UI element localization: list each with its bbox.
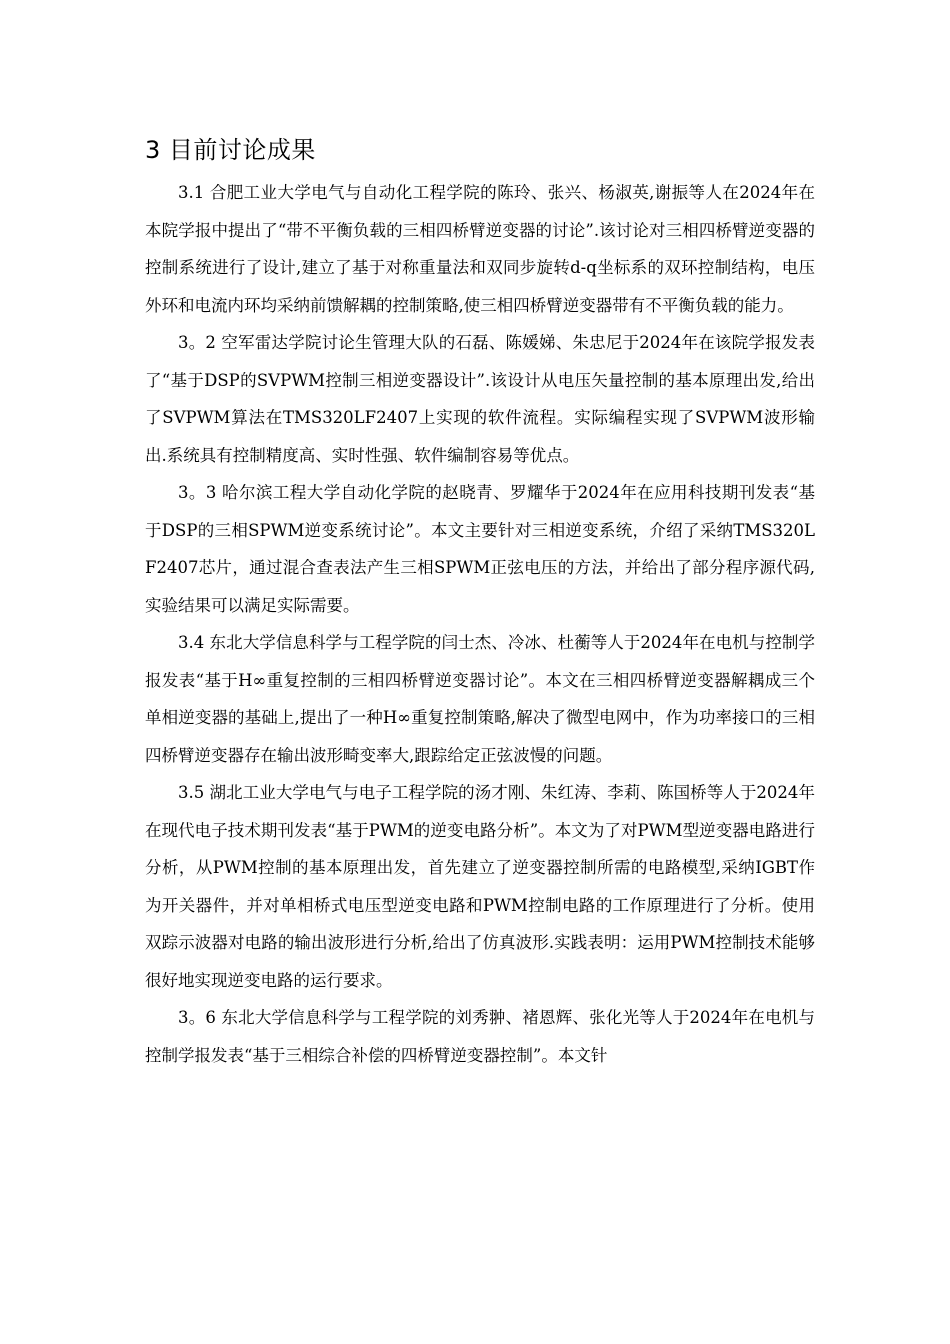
paragraph-3-4: 3.4 东北大学信息科学与工程学院的闫士杰、冷冰、杜蘅等人于2024年在电机与控制学报发表“基于H∞重复控制的三相四桥臂逆变器讨论”。本文在三相四桥臂逆变器解耦成三个单相逆变器的基础上,提出了一种H∞重复控制策略,解决了微型电网中，作为功率接口的三相四桥臂逆变器存在输出波形畸变率大,跟踪给定正弦波慢的问题。 [145,633,815,765]
paragraph-3-1: 3.1 合肥工业大学电气与自动化工程学院的陈玲、张兴、杨淑英,谢振等人在2024年在本院学报中提出了“带不平衡负载的三相四桥臂逆变器的讨论”.该讨论对三相四桥臂逆变器的控制系统进行了设计,建立了基于对称重量法和双同步旋转d-q坐标系的双环控制结构，电压外环和电流内环均采纳前馈解耦的控制策略,使三相四桥臂逆变器带有不平衡负载的能力。 [145,183,815,315]
paragraph-3-3: 3。3 哈尔滨工程大学自动化学院的赵晓青、罗耀华于2024年在应用科技期刊发表“基于DSP的三相SPWM逆变系统讨论”。本文主要针对三相逆变系统，介绍了采纳TMS320LF2407芯片，通过混合查表法产生三相SPWM正弦电压的方法，并给出了部分程序源代码,实验结果可以满足实际需要。 [145,483,815,615]
paragraph-3-6: 3。6 东北大学信息科学与工程学院的刘秀翀、褚恩辉、张化光等人于2024年在电机与控制学报发表“基于三相综合补偿的四桥臂逆变器控制”。本文针 [145,1008,815,1065]
document-page [145,134,815,1074]
paragraph-3-5: 3.5 湖北工业大学电气与电子工程学院的汤才刚、朱红涛、李莉、陈国桥等人于2024年在现代电子技术期刊发表“基于PWM的逆变电路分析”。本文为了对PWM型逆变器电路进行分析，从PWM控制的基本原理出发，首先建立了逆变器控制所需的电路模型,采纳IGBT作为开关器件，并对单相桥式电压型逆变电路和PWM控制电路的工作原理进行了分析。使用双踪示波器对电路的输出波形进行分析,给出了仿真波形.实践表明：运用PWM控制技术能够很好地实现逆变电路的运行要求。 [145,783,815,990]
section-title: 3 目前讨论成果 [145,136,316,164]
paragraph-3-2: 3。2 空军雷达学院讨论生管理大队的石磊、陈媛娣、朱忠尼于2024年在该院学报发表了“基于DSP的SVPWM控制三相逆变器设计”.该设计从电压矢量控制的基本原理出发,给出了SVPWM算法在TMS320LF2407上实现的软件流程。实际编程实现了SVPWM波形输出.系统具有控制精度高、实时性强、软件编制容易等优点。 [145,333,815,465]
